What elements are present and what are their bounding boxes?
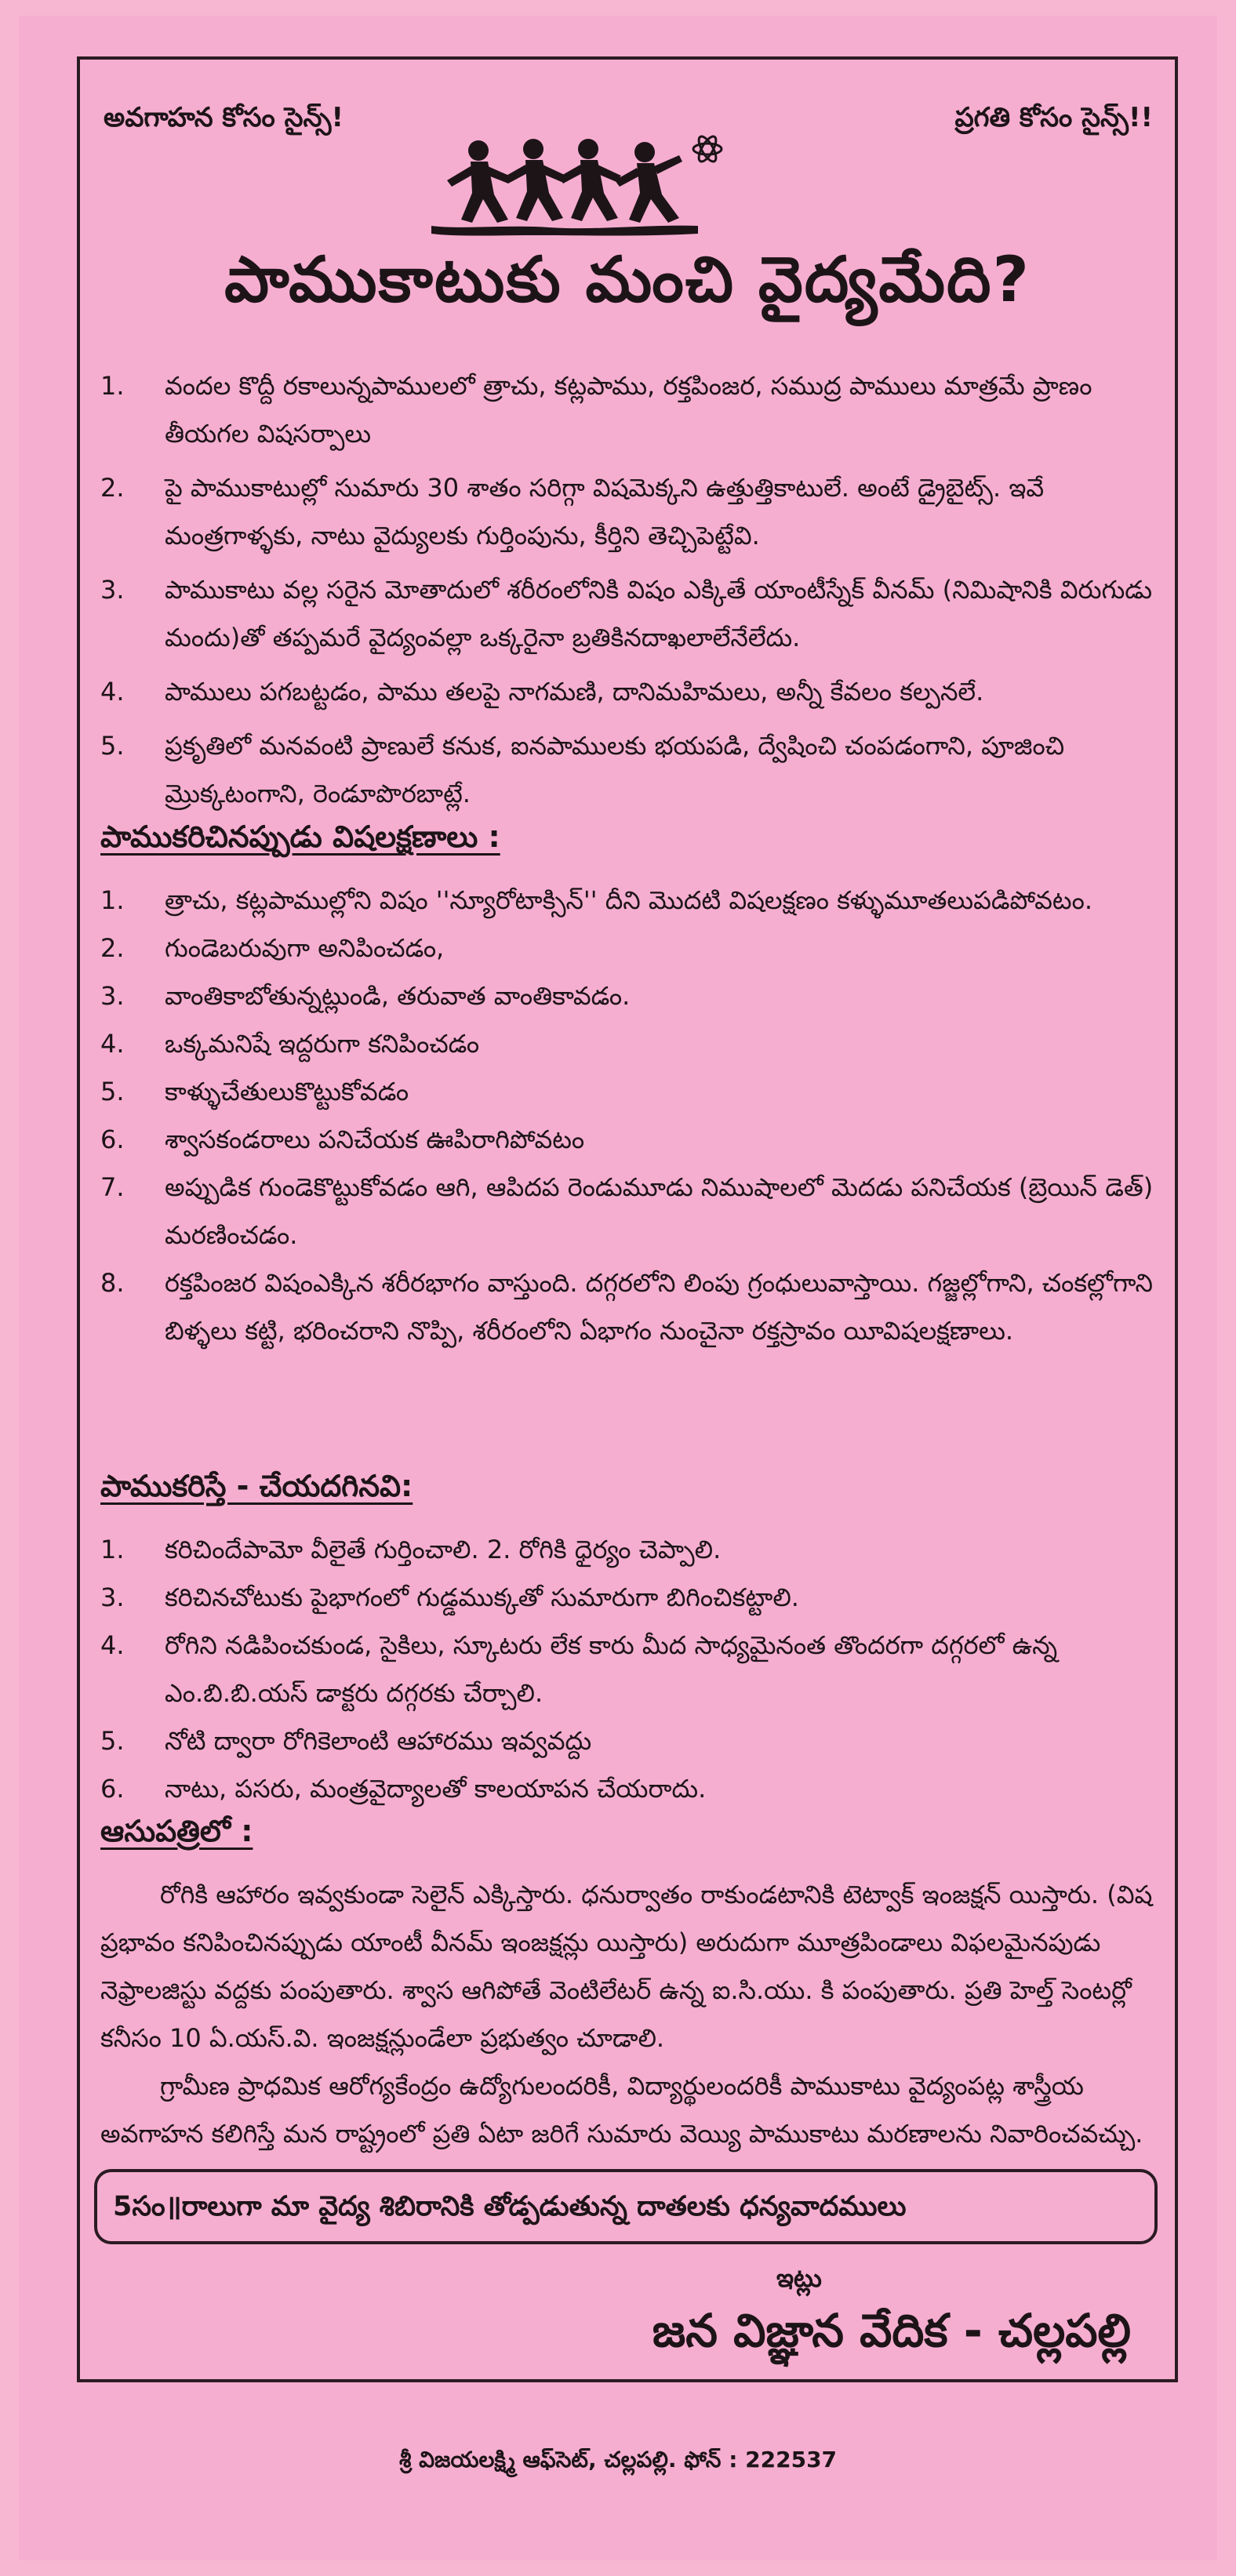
thanks-box: 5సం॥రాలుగా మా వైద్య శిబిరానికి తోడ్పడుతున్న దాతలకు ధన్యవాదములు [94,2169,1158,2244]
list-item [100,1717,1156,1765]
item-number: 5. [100,1077,125,1106]
organization-name: జన విజ్ఞాన వేదిక - చల్లపల్లి [652,2304,1131,2357]
item-text: ఒక్కమనిషే ఇద్దరుగా కనిపించడం [165,1029,480,1059]
hospital-paragraph-2: గ్రామీణ ప్రాధమిక ఆరోగ్యకేంద్రం ఉద్యోగులందరికీ, విద్యార్థులందరికీ పాముకాటు వైద్యంపట్ల శాస్త్రీయ అవగాహన కలిగిస్తే మన రాష్ట్రంలో ప్రతి ఏటా జరిగే సుమారు వెయ్యి పాముకాటు మరణాలను నివారించవచ్చు. [100,2071,1143,2149]
item-number: 4. [100,677,125,707]
item-text: నాటు, పసరు, మంత్రవైద్యాలతో కాలయాపన చేయరాదు. [165,1774,707,1804]
hospital-section [100,1800,1156,2158]
list-item [100,925,1156,972]
item-text: పై పాముకాటుల్లో సుమారు 30 శాతం సరిగ్గా విషమెక్కని ఉత్తుత్తికాటులే. అంటే డ్రైబైట్స్. ఇవే మంత్రగాళ్ళకు, నాటు వైద్యులకు గుర్తింపును, కీర్తిని తెచ్చిపెట్టేవి. [165,473,1045,550]
symptoms-heading: పాముకరిచినప్పుడు విషలక్షణాలు : [100,819,500,854]
item-text: నోటి ద్వారా రోగికెలాంటి ఆహారము ఇవ్వవద్దు [165,1726,592,1756]
item-number: 3. [100,981,125,1011]
item-number: 6. [100,1774,125,1804]
list-item [100,1164,1156,1259]
list-item [100,1068,1156,1116]
item-text: రక్తపింజర విషంఎక్కిన శరీరభాగం వాస్తుంది. దగ్గరలోని లింపు గ్రంధులువాస్తాయి. గజ్జల్లోగాని, చంకల్లోగాని బిళ్ళలు కట్టి, భరించరాని నొప్పి, శరీరంలోని ఏభాగం నుంచైనా రక్తస్రావం యీవిషలక్షణాలు. [165,1268,1153,1346]
list-item [100,877,1156,925]
list-item [100,566,1156,662]
item-number: 5. [100,1726,125,1756]
item-number: 6. [100,1125,125,1154]
pamphlet-title: పాముకాటుకు మంచి వైద్యమేది? [224,243,1031,316]
item-text: త్రాచు, కట్లపాముల్లోని విషం ''న్యూరోటాక్సిన్'' దీని మొదటి విషలక్షణం కళ్ళుమూతలుపడిపోవటం. [165,885,1092,915]
list-item [100,1020,1156,1068]
item-text: పాముకాటు వల్ల సరైన మోతాదులో శరీరంలోనికి విషం ఎక్కితే యాంటీస్నేక్ వీనమ్ (నిమిషానికి విరుగుడు మందు)తో తప్పమరే వైద్యంవల్లా ఒక్కరైనా బ్రతికినదాఖలాలేనేలేదు. [165,575,1153,652]
intro-list [100,362,1156,818]
list-item [100,362,1156,458]
printer-credit: శ్రీ విజయలక్ష్మి ఆఫ్‌సెట్, చల్లపల్లి. ఫోన్ : 222537 [398,2447,838,2472]
item-text: రోగిని నడిపించకుండ, సైకిలు, స్కూటరు లేక కారు మీద సాధ్యమైనంత తొందరగా దగ్గరలో ఉన్న ఎం.బి.బి.యస్ డాక్టరు దగ్గరకు చేర్చాలి. [165,1630,1058,1708]
item-text: వందల కొద్దీ రకాలున్నపాములలో త్రాచు, కట్లపాము, రక్తపింజర, సముద్ర పాములు మాత్రమే ప్రాణం తీయగల విషసర్పాలు [165,371,1092,449]
item-number: 5. [100,731,125,761]
atom-icon [693,134,722,164]
item-text: కాళ్ళుచేతులుకొట్టుకోవడం [165,1077,409,1106]
symptoms-section [100,806,1156,1355]
signoff-text: ఇట్లు [776,2263,822,2293]
item-number: 4. [100,1029,125,1059]
item-number: 7. [100,1172,125,1202]
hospital-heading: ఆసుపత్రిలో : [100,1814,253,1848]
item-text: గుండెబరువుగా అనిపించడం, [165,933,445,963]
item-number: 1. [100,371,125,401]
list-item [100,1526,1156,1574]
item-text: వాంతికాబోతున్నట్లుండి, తరువాత వాంతికావడం. [165,981,631,1011]
jvv-people-logo [416,132,737,245]
list-item [100,972,1156,1020]
item-text: కరిచినచోటుకు పైభాగంలో గుడ్డముక్కతో సుమారుగా బిగించికట్టాలి. [165,1582,799,1612]
list-item [100,722,1156,818]
actions-heading: పాముకరిస్తే - చేయదగినవి: [100,1469,413,1503]
actions-section [100,1455,1156,1813]
list-item [100,668,1156,716]
item-number: 8. [100,1268,125,1298]
item-number: 1. [100,885,125,915]
list-item [100,464,1156,560]
slogan-left: అవగాహన కోసం సైన్స్! [104,102,344,133]
slogan-right: ప్రగతి కోసం సైన్స్!! [954,102,1153,133]
list-item [100,1259,1156,1355]
item-number: 2. [100,473,125,503]
item-number: 3. [100,575,125,605]
item-number: 2. [100,933,125,963]
list-item [100,1622,1156,1717]
item-number: 3. [100,1582,125,1612]
running-people-icon [431,139,698,236]
item-text: కరిచిందేపామో వీలైతే గుర్తించాలి. 2. రోగికి ధైర్యం చెప్పాలి. [165,1535,722,1564]
item-text: అప్పుడిక గుండెకొట్టుకోవడం ఆగి, ఆపిదప రెండుమూడు నిముషాలలో మెదడు పనిచేయక (బ్రెయిన్ డెత్) మరణించడం. [165,1172,1154,1250]
item-number: 1. [100,1535,125,1564]
item-text: ప్రకృతిలో మనవంటి ప్రాణులే కనుక, ఐనపాములకు భయపడి, ద్వేషించి చంపడంగాని, పూజించి మ్రొక్కటంగాని, రెండూపొరబాట్లే. [165,731,1065,808]
list-item [100,1574,1156,1622]
hospital-paragraph-1: రోగికి ఆహారం ఇవ్వకుండా సెలైన్ ఎక్కిస్తారు. ధనుర్వాతం రాకుండటానికి టెట్వాక్ ఇంజక్షన్ యిస్తారు. (విష ప్రభావం కనిపించినప్పుడు యాంటీ వీనమ్ ఇంజక్షన్లు యిస్తారు) అరుదుగా మూత్రపిండాలు విఫలమైనపుడు నెఫ్రాలజిస్టు వద్దకు పంపుతారు. శ్వాస ఆగిపోతే వెంటిలేటర్ ఉన్న ఐ.సి.యు. కి పంపుతారు. ప్రతి హెల్త్ సెంటర్లో కనీసం 10 ఏ.యస్.వి. ఇంజక్షన్లుండేలా ప్రభుత్వం చూడాలి. [100,1880,1153,2053]
item-number: 4. [100,1630,125,1660]
list-item [100,1116,1156,1164]
item-text: శ్వాసకండరాలు పనిచేయక ఊపిరాగిపోవటం [165,1125,585,1154]
item-text: పాములు పగబట్టడం, పాము తలపై నాగమణి, దానిమహిమలు, అన్నీ కేవలం కల్పనలే. [165,677,984,707]
